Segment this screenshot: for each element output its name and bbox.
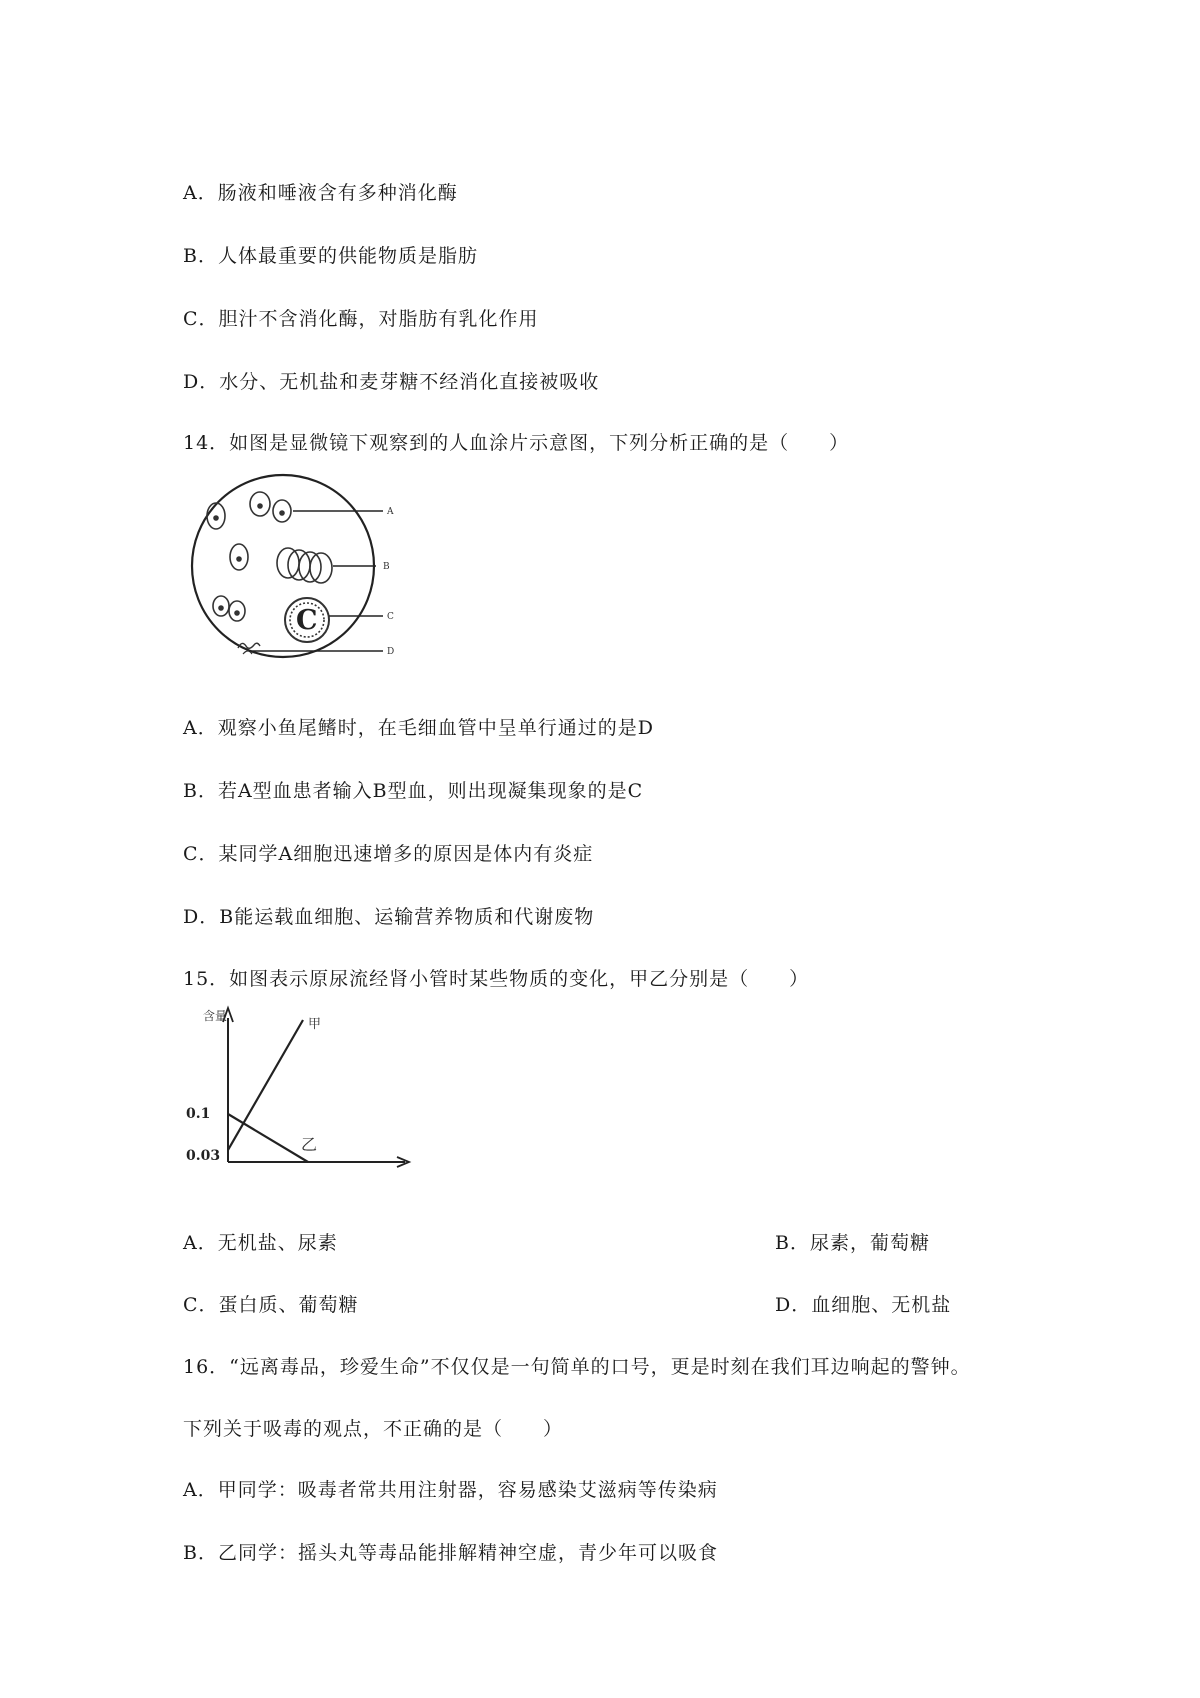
label-c: C xyxy=(387,612,394,622)
center-cell-letter: C xyxy=(296,605,318,636)
q13-option-d: D．水分、无机盐和麦芽糖不经消化直接被吸收 xyxy=(183,371,600,393)
q16-option-a: A．甲同学：吸毒者常共用注射器，容易感染艾滋病等传染病 xyxy=(183,1479,718,1501)
series-yi-label: 乙 xyxy=(301,1135,318,1154)
q15-stem: 15．如图表示原尿流经肾小管时某些物质的变化，甲乙分别是（ ） xyxy=(183,968,810,990)
blood-smear-figure xyxy=(183,466,443,666)
q16-stem-line1: 16．“远离毒品，珍爱生命”不仅仅是一句简单的口号，更是时刻在我们耳边响起的警钟。 xyxy=(183,1356,971,1378)
label-d: D xyxy=(387,647,395,657)
q14-option-b: B．若A型血患者输入B型血，则出现凝集现象的是C xyxy=(183,780,644,802)
y-axis-label: 含量 xyxy=(203,1009,228,1023)
q14-option-c: C．某同学A细胞迅速增多的原因是体内有炎症 xyxy=(183,843,594,865)
q16-option-b: B．乙同学：摇头丸等毒品能排解精神空虚，青少年可以吸食 xyxy=(183,1542,718,1564)
tick-0-1: 0.1 xyxy=(186,1106,211,1122)
tick-0-03: 0.03 xyxy=(186,1148,221,1164)
q15-option-d: D．血细胞、无机盐 xyxy=(775,1294,952,1316)
q14-option-a: A．观察小鱼尾鳍时，在毛细血管中呈单行通过的是D xyxy=(183,717,654,739)
q14-option-d: D．B能运载血细胞、运输营养物质和代谢废物 xyxy=(183,906,595,928)
q13-option-c: C．胆汁不含消化酶，对脂肪有乳化作用 xyxy=(183,308,539,330)
q16-stem-line2: 下列关于吸毒的观点，不正确的是（ ） xyxy=(183,1418,564,1440)
q14-stem: 14．如图是显微镜下观察到的人血涂片示意图，下列分析正确的是（ ） xyxy=(183,432,850,454)
q15-option-c: C．蛋白质、葡萄糖 xyxy=(183,1294,359,1316)
q13-option-a: A．肠液和唾液含有多种消化酶 xyxy=(183,182,458,204)
series-jia-label: 甲 xyxy=(308,1017,322,1032)
series-yi-line xyxy=(228,1114,308,1162)
series-jia-line xyxy=(228,1020,303,1150)
label-a: A xyxy=(387,507,394,517)
q15-option-a: A．无机盐、尿素 xyxy=(183,1232,338,1254)
urine-chart xyxy=(183,1000,413,1180)
label-b: B xyxy=(383,562,390,572)
q13-option-b: B．人体最重要的供能物质是脂肪 xyxy=(183,245,478,267)
q15-option-b: B．尿素，葡萄糖 xyxy=(775,1232,930,1254)
